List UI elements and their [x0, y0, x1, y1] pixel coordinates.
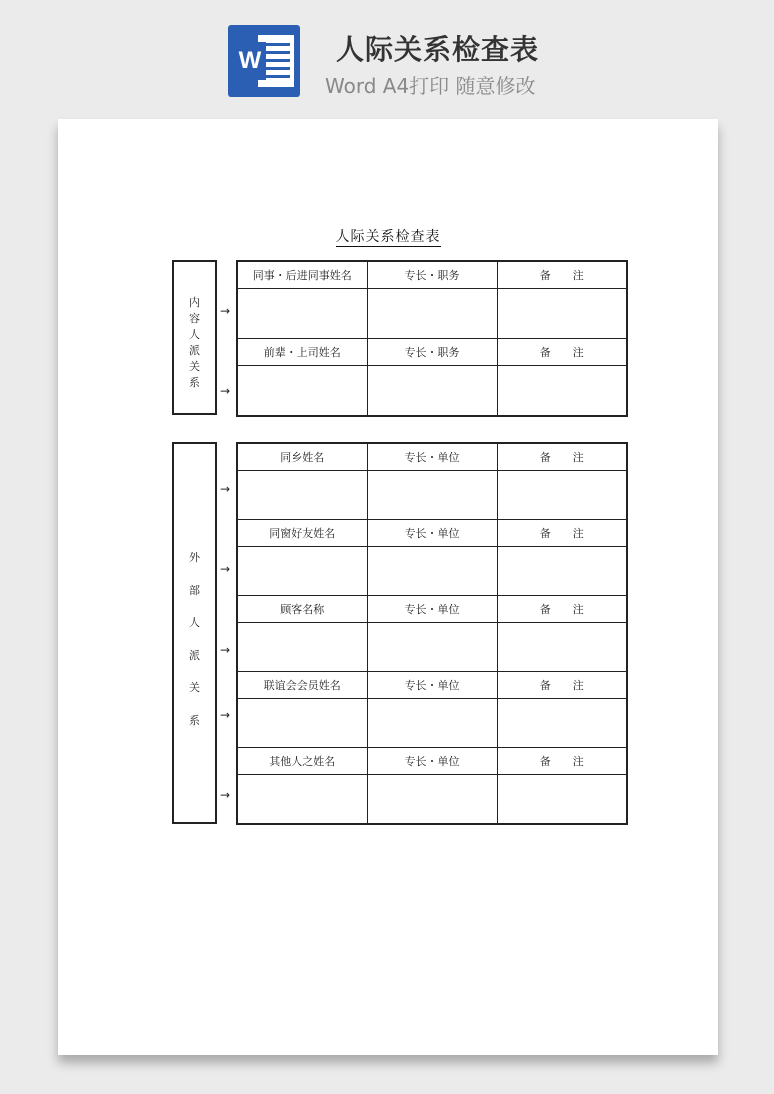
table-cell[interactable] [237, 547, 367, 596]
table-cell[interactable] [497, 699, 627, 748]
table-header-row [237, 520, 627, 547]
table-header-row [237, 339, 627, 366]
name-column-header: 同乡姓名 [237, 443, 367, 471]
arrow-icon: → [220, 384, 231, 398]
label-char: 部 [189, 584, 200, 597]
specialty-column-header: 专长・职务 [367, 261, 497, 289]
table-cell[interactable] [497, 775, 627, 825]
table-cell[interactable] [237, 623, 367, 672]
specialty-column-header: 专长・单位 [367, 748, 497, 775]
name-column-header: 同窗好友姓名 [237, 520, 367, 547]
table-row [237, 471, 627, 520]
table-cell[interactable] [237, 699, 367, 748]
table-cell[interactable] [237, 471, 367, 520]
remarks-column-header: 备 注 [497, 443, 627, 471]
table-row [237, 289, 627, 339]
external-relations-table [236, 442, 628, 825]
label-char: 人 [189, 616, 200, 629]
specialty-column-header: 专长・单位 [367, 672, 497, 699]
remarks-column-header: 备 注 [497, 339, 627, 366]
label-char: 内 [189, 296, 200, 309]
table-cell[interactable] [367, 699, 497, 748]
table-header-row [237, 596, 627, 623]
table-cell[interactable] [497, 623, 627, 672]
table-header-row [237, 443, 627, 471]
table-row [237, 775, 627, 825]
name-column-header: 联谊会会员姓名 [237, 672, 367, 699]
name-column-header: 其他人之姓名 [237, 748, 367, 775]
table-cell[interactable] [237, 289, 367, 339]
name-column-header: 前辈・上司姓名 [237, 339, 367, 366]
table-header-row [237, 748, 627, 775]
label-char: 派 [189, 344, 200, 357]
label-char: 系 [189, 714, 200, 727]
label-char: 关 [189, 360, 200, 373]
label-char: 派 [189, 649, 200, 662]
remarks-column-header: 备 注 [497, 748, 627, 775]
table-cell[interactable] [237, 366, 367, 417]
name-column-header: 顾客名称 [237, 596, 367, 623]
table-row [237, 699, 627, 748]
name-column-header: 同事・后进同事姓名 [237, 261, 367, 289]
table-row [237, 366, 627, 417]
page-subtitle: Word A4打印 随意修改 [325, 74, 536, 98]
table-header-row [237, 672, 627, 699]
table-cell[interactable] [497, 289, 627, 339]
table-row [237, 623, 627, 672]
page-title: 人际关系检查表 [336, 33, 540, 66]
specialty-column-header: 专长・单位 [367, 443, 497, 471]
arrow-icon: → [220, 788, 231, 802]
label-char: 外 [189, 551, 200, 564]
table-cell[interactable] [367, 366, 497, 417]
remarks-column-header: 备 注 [497, 596, 627, 623]
document-title-text: 人际关系检查表 [335, 229, 441, 245]
remarks-column-header: 备 注 [497, 520, 627, 547]
arrow-icon: → [220, 643, 231, 657]
external-section-label [172, 442, 217, 824]
table-cell[interactable] [367, 547, 497, 596]
table-row [237, 547, 627, 596]
specialty-column-header: 专长・单位 [367, 520, 497, 547]
table-cell[interactable] [367, 289, 497, 339]
arrow-icon: → [220, 708, 231, 722]
table-cell[interactable] [497, 471, 627, 520]
specialty-column-header: 专长・单位 [367, 596, 497, 623]
label-char: 关 [189, 681, 200, 694]
table-header-row [237, 261, 627, 289]
word-letter: W [234, 42, 266, 80]
document-page [58, 119, 718, 1055]
internal-section-label [172, 260, 217, 415]
arrow-icon: → [220, 304, 231, 318]
remarks-column-header: 备 注 [497, 672, 627, 699]
table-cell[interactable] [497, 547, 627, 596]
table-cell[interactable] [367, 623, 497, 672]
remarks-column-header: 备 注 [497, 261, 627, 289]
word-icon [228, 25, 300, 97]
label-char: 人 [189, 328, 200, 341]
table-cell[interactable] [367, 471, 497, 520]
internal-relations-table [236, 260, 628, 417]
table-cell[interactable] [497, 366, 627, 417]
arrow-icon: → [220, 482, 231, 496]
document-title [58, 226, 718, 246]
table-cell[interactable] [367, 775, 497, 825]
label-char: 容 [189, 312, 200, 325]
specialty-column-header: 专长・职务 [367, 339, 497, 366]
table-cell[interactable] [237, 775, 367, 825]
arrow-icon: → [220, 562, 231, 576]
page-header [0, 0, 774, 110]
label-char: 系 [189, 376, 200, 389]
